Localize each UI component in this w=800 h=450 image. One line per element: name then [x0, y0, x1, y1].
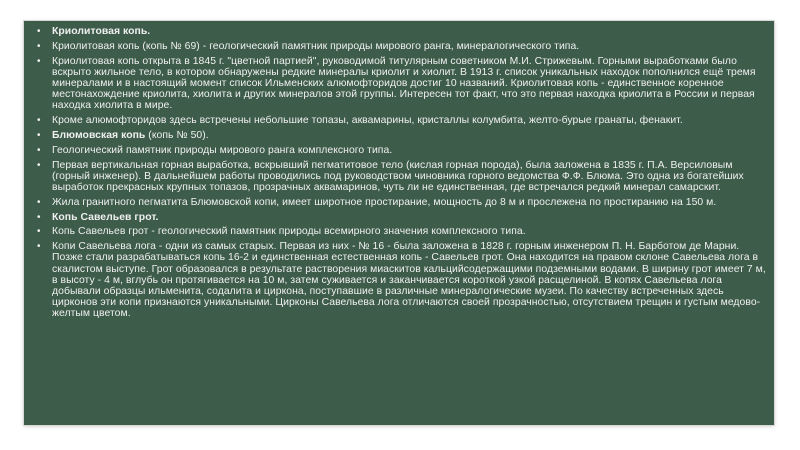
bullet-icon: •: [37, 144, 41, 156]
list-item-text: [52, 130, 209, 141]
list-item: [37, 241, 767, 319]
bullet-icon: •: [37, 211, 41, 223]
list-item-text: Первая вертикальная горная выработка, вскрывший пегматитовое тело (кислая горная порода), была заложена в 1835 г. П.А. Версиловым (горный инженер). В дальнейшем работы проводились под руководством чиновника горного ведомства Ф.Ф. Блюма. Это одна из богатейших выработок прекрасных крупных топазов, прозрачных аквамаринов, чуть ли не единственная, где встречался редкий минерал самарскит.: [52, 159, 744, 193]
heading-savelev-grot: Копь Савельев грот.: [52, 211, 159, 223]
bullet-icon: •: [37, 115, 41, 127]
list-item: [37, 115, 767, 126]
list-item-text: Криолитовая копь (копь № 69) - геологический памятник природы мирового ранга, минералогического типа.: [52, 40, 580, 52]
list-item: [37, 41, 767, 52]
list-item: [37, 145, 767, 156]
list-item-text: Кроме алюмофторидов здесь встречены небольшие топазы, аквамарины, кристаллы колумбита, желто-бурые гранаты, фенакит.: [52, 115, 683, 127]
list-item: [37, 130, 767, 141]
heading-kriolitovaya: Криолитовая копь.: [52, 26, 151, 37]
bullet-icon: •: [37, 196, 41, 208]
list-item-text: Копи Савельева лога - одни из самых старых. Первая из них - № 16 - была заложена в 1828 г. горным инженером П. Н. Барботом де Марни. Позже стали разрабатываться копь 16-2 и единственная естественная копь - Савельев грот. Она находится на правом склоне Савельева лога в скалистом выступе. Грот образовался в результате растворения миаскитов кальцийсодержащими подземными водами. В ширину грот имеет 7 м, в высоту - 4 м, вглубь он протягивается на 10 м, затем суживается и заканчивается короткой узкой расщелиной. В копях Савельева лога добывали образцы ильменита, содалита и циркона, поступавшие в различные минералогические музеи. По качеству встреченных здесь цирконов эти копи признаются уникальными. Цирконы Савельева лога отличаются своей прозрачностью, отсутствием трещин и густым медово-желтым цветом.: [52, 241, 766, 320]
bullet-list: [37, 26, 767, 323]
bullet-icon: •: [37, 226, 41, 238]
slide: [24, 21, 774, 425]
list-item-text: Геологический памятник природы мирового ранга комплексного типа.: [52, 144, 393, 156]
list-item-text: Криолитовая копь открыта в 1845 г. "цветной партией", руководимой титулярным советником М.И. Стрижевым. Горными выработками было вскрыто жильное тело, в котором обнаружены редкие минералы криолит и хиолит. В 1913 г. список уникальных находок пополнился ещё тремя минералами и в настоящий момент список Ильменских алюмофторидов достиг 10 названий. Криолитовая копь - единственное коренное местонахождение криолита, хиолита и других минералов этой группы. Интересен тот факт, что это первая находка криолита в России и первая находка хиолита в мире.: [52, 55, 756, 112]
list-item-text: Жила гранитного пегматита Блюмовской копи, имеет широтное простирание, мощность до 8 м и прослежена по простиранию на 150 м.: [52, 196, 717, 208]
list-item-text: Копь Савельев грот - геологический памятник природы всемирного значения комплексного типа.: [52, 226, 526, 238]
bullet-icon: •: [37, 159, 41, 171]
list-item-text-rest: (копь № 50).: [145, 130, 209, 141]
list-item: [37, 226, 767, 237]
bullet-icon: •: [37, 241, 41, 253]
list-item: [37, 212, 767, 223]
bullet-icon: •: [37, 26, 41, 37]
bullet-icon: •: [37, 55, 41, 67]
list-item: [37, 26, 767, 37]
list-item: [37, 197, 767, 208]
list-item: [37, 56, 767, 112]
heading-blyumovskaya: Блюмовская копь: [52, 130, 146, 141]
list-item: [37, 160, 767, 194]
bullet-icon: •: [37, 40, 41, 52]
bullet-icon: •: [37, 130, 41, 141]
